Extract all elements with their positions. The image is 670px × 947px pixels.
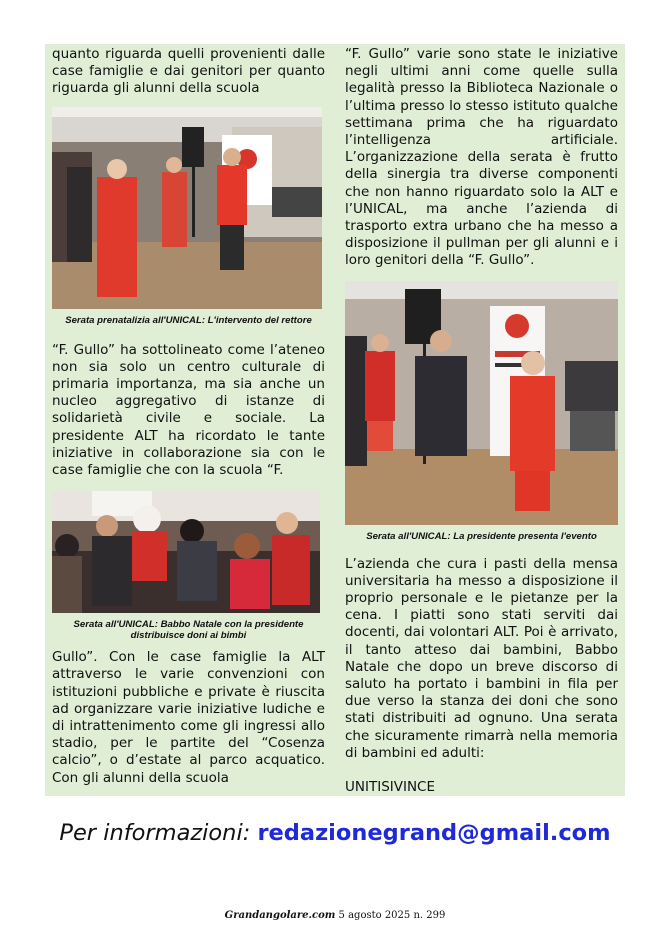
contact-email-link[interactable]: redazionegrand@gmail.com	[257, 820, 611, 846]
article-panel	[45, 44, 625, 796]
page-footer	[0, 910, 670, 921]
contact-label: Per informazioni:	[59, 820, 251, 846]
footer-site: Grandangolare.com	[224, 910, 336, 921]
left-paragraph-3: Gullo”. Con le case famiglie la ALT attraverso le varie convenzioni con istituzioni pubbliche e private è riuscita ad organizzare varie iniziative ludiche e di intrattenimento come gli ingressi allo stadio, per le partite del “Cosenza calcio”, o d’estate al parco acquatico. Con gli alunni della scuola	[52, 649, 325, 786]
left-paragraph-2: “F. Gullo” ha sottolineato come l’ateneo non sia solo un centro culturale di primaria importanza, ma sia anche un nucleo aggregativo di istanze di solidarietà civile e sociale. La presidente ALT ha ricordato le tante iniziative in collaborazione sia con le case famiglie che con la scuola “F.	[52, 341, 325, 479]
footer-date: 5 agosto 2025 n. 299	[338, 910, 446, 921]
left-paragraph-1: quanto riguarda quelli provenienti dalle case famiglie e dai genitori per quanto riguarda gli alunni della scuola	[52, 46, 325, 97]
contact-info	[0, 820, 670, 846]
signature: UNITISIVINCE	[345, 779, 436, 796]
photo-rector-speech-image	[52, 107, 322, 309]
photo-santa-caption-line-2: distribuisce doni ai bimbi	[130, 630, 247, 642]
right-paragraph-1: “F. Gullo” varie sono state le iniziative negli ultimi anni come quelle sulla legalità presso la Biblioteca Nazionale o l’ultima presso lo stesso istituto qualche settimana prima che ha riguardato l’intelligenza artificiale. L’organizzazione della serata è frutto della sinergia tra diverse componenti che non hanno riguardato solo la ALT e l’UNICAL, ma anche l’azienda di trasporto extra urbano che ha messo a disposizione il pullman per gli alunni e i loro genitori della “F. Gullo”.	[345, 46, 618, 269]
photo-santa-gifts-image	[52, 491, 320, 613]
photo-president-caption: Serata all'UNICAL: La presidente presenta l'evento	[366, 530, 597, 542]
photo-president-event-image	[345, 281, 618, 525]
photo-rector-speech	[52, 107, 322, 309]
photo-rector-caption: Serata prenatalizia all'UNICAL: L'intervento del rettore	[65, 314, 312, 326]
photo-santa-gifts	[52, 491, 320, 613]
photo-santa-caption-line-1: Serata all'UNICAL: Babbo Natale con la presidente	[73, 619, 304, 631]
left-column	[52, 44, 325, 787]
right-column	[345, 44, 618, 796]
right-paragraph-2: L’azienda che cura i pasti della mensa universitaria ha messo a disposizione il proprio personale e le pietanze per la cena. I piatti sono stati serviti dai docenti, dai volontari ALT. Poi è arrivato, il tanto atteso dai bambini, Babbo Natale che dopo un breve discorso di saluto ha portato i bambini in fila per due verso la stanza dei doni che sono stati distribuiti ad ognuno. Una serata che sicuramente rimarrà nella memoria di bambini ed adulti:	[345, 555, 618, 761]
photo-president-event	[345, 281, 618, 525]
